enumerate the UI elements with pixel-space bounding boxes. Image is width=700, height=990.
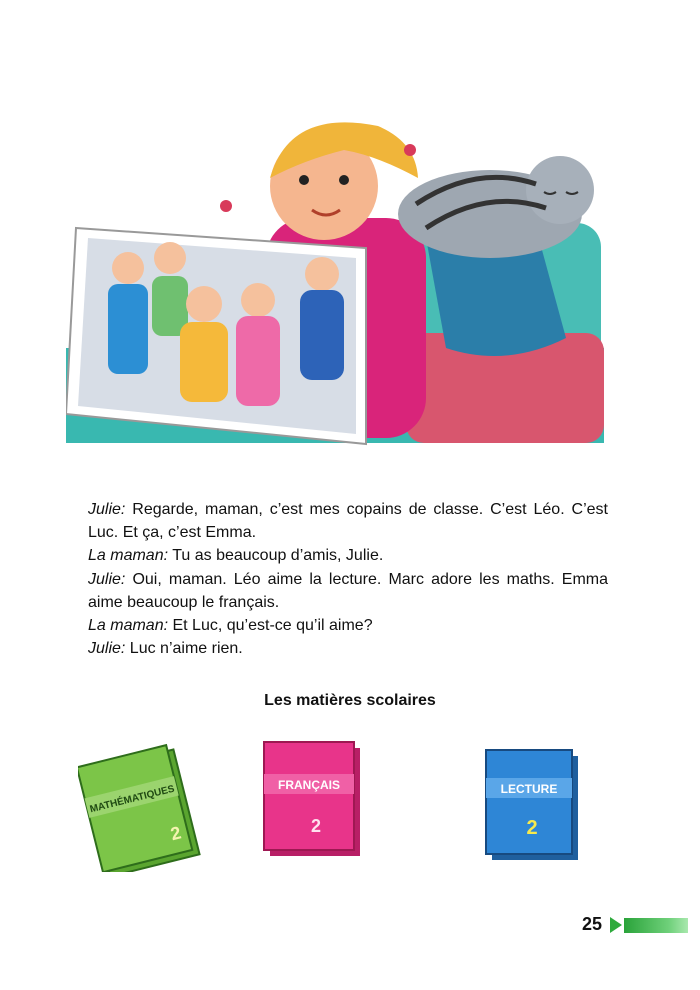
dialogue-line bbox=[88, 544, 608, 567]
book-number: 2 bbox=[168, 822, 184, 845]
class-photo bbox=[66, 228, 366, 444]
section-title: Les matières scolaires bbox=[264, 692, 436, 709]
arrow-right-icon bbox=[610, 917, 622, 933]
book-number: 2 bbox=[526, 817, 538, 839]
page-footer bbox=[582, 914, 692, 936]
illustration bbox=[66, 118, 604, 448]
dialogue-line bbox=[88, 614, 608, 637]
dialogue-line bbox=[88, 568, 608, 614]
line-text: Et Luc, qu’est-ce qu’il aime? bbox=[168, 617, 373, 635]
book-francais bbox=[262, 740, 366, 858]
book-title: FRANÇAIS bbox=[278, 778, 340, 792]
line-text: Luc n’aime rien. bbox=[125, 640, 243, 658]
book-mathematiques bbox=[78, 738, 212, 872]
line-text: Regarde, maman, c’est mes copains de classe. C’est Léo. C’est Luc. Et ça, c’est Emma. bbox=[88, 501, 608, 542]
line-text: Oui, maman. Léo aime la lecture. Marc adore les maths. Emma aime beaucoup le français. bbox=[88, 570, 608, 611]
book-title: MATHÉMATIQUES bbox=[88, 783, 176, 816]
speaker: La maman: bbox=[88, 617, 169, 635]
page-number: 25 bbox=[582, 914, 603, 934]
dialogue bbox=[88, 498, 608, 660]
book-title: LECTURE bbox=[500, 782, 558, 796]
speaker: Julie: bbox=[88, 501, 126, 518]
dialogue-line bbox=[88, 498, 608, 544]
speaker: Julie: bbox=[88, 640, 126, 658]
book-number: 2 bbox=[310, 816, 322, 836]
speaker: Julie: bbox=[88, 570, 126, 588]
dialogue-line bbox=[88, 637, 608, 660]
line-text: Tu as beaucoup d’amis, Julie. bbox=[168, 547, 384, 565]
page-bar bbox=[624, 918, 688, 933]
speaker: La maman: bbox=[88, 547, 169, 565]
book-lecture bbox=[484, 748, 584, 862]
